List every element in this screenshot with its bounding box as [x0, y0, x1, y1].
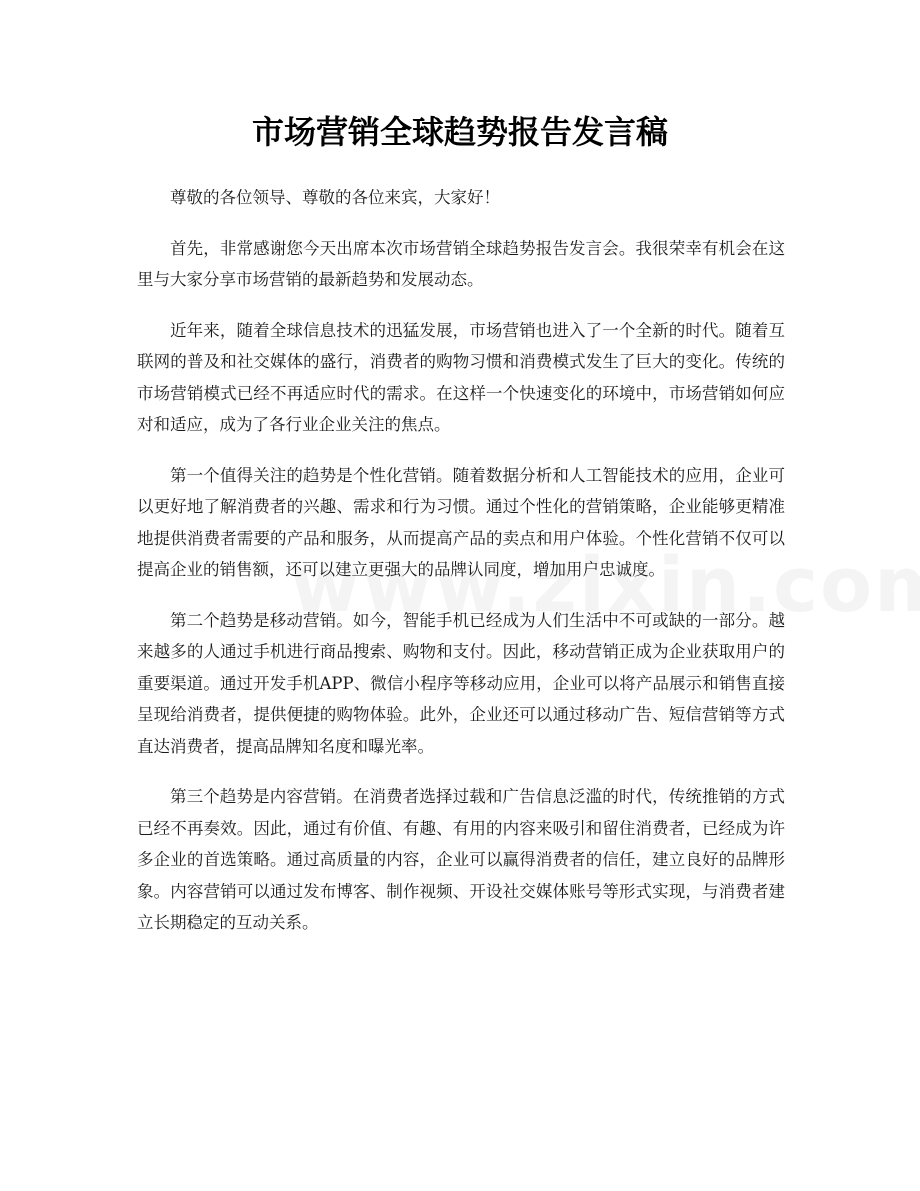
paragraph-trend-personalization: 第一个值得关注的趋势是个性化营销。随着数据分析和人工智能技术的应用，企业可以更好地了解消费者的兴趣、需求和行为习惯。通过个性化的营销策略，企业能够更精准地提供消费者需要的产品和服务，从而提高产品的卖点和用户体验。个性化营销不仅可以提高企业的销售额，还可以建立更强大的品牌认同度，增加用户忠诚度。: [137, 465, 785, 579]
paragraph-greeting: 尊敬的各位领导、尊敬的各位来宾，大家好！: [170, 188, 500, 207]
document-body: [137, 182, 785, 958]
document-title: 市场营销全球趋势报告发言稿: [251, 113, 668, 151]
paragraph-trend-content: 第三个趋势是内容营销。在消费者选择过载和广告信息泛滥的时代，传统推销的方式已经不再奏效。因此，通过有价值、有趣、有用的内容来吸引和留住消费者，已经成为许多企业的首选策略。通过高质量的内容，企业可以赢得消费者的信任，建立良好的品牌形象。内容营销可以通过发布博客、制作视频、开设社交媒体账号等形式实现，与消费者建立长期稳定的互动关系。: [137, 787, 785, 932]
paragraph-thanks: 首先，非常感谢您今天出席本次市场营销全球趋势报告发言会。我很荣幸有机会在这里与大家分享市场营销的最新趋势和发展动态。: [137, 238, 785, 289]
paragraph-trend-mobile: 第二个趋势是移动营销。如今，智能手机已经成为人们生活中不可或缺的一部分。越来越多的人通过手机进行商品搜索、购物和支付。因此，移动营销正成为企业获取用户的重要渠道。通过开发手机APP、微信小程序等移动应用，企业可以将产品展示和销售直接呈现给消费者，提供便捷的购物体验。此外，企业还可以通过移动广告、短信营销等方式直达消费者，提高品牌知名度和曝光率。: [137, 610, 785, 756]
paragraph-background: 近年来，随着全球信息技术的迅猛发展，市场营销也进入了一个全新的时代。随着互联网的普及和社交媒体的盛行，消费者的购物习惯和消费模式发生了巨大的变化。传统的市场营销模式已经不再适应时代的需求。在这样一个快速变化的环境中，市场营销如何应对和适应，成为了各行业企业关注的焦点。: [137, 320, 785, 434]
